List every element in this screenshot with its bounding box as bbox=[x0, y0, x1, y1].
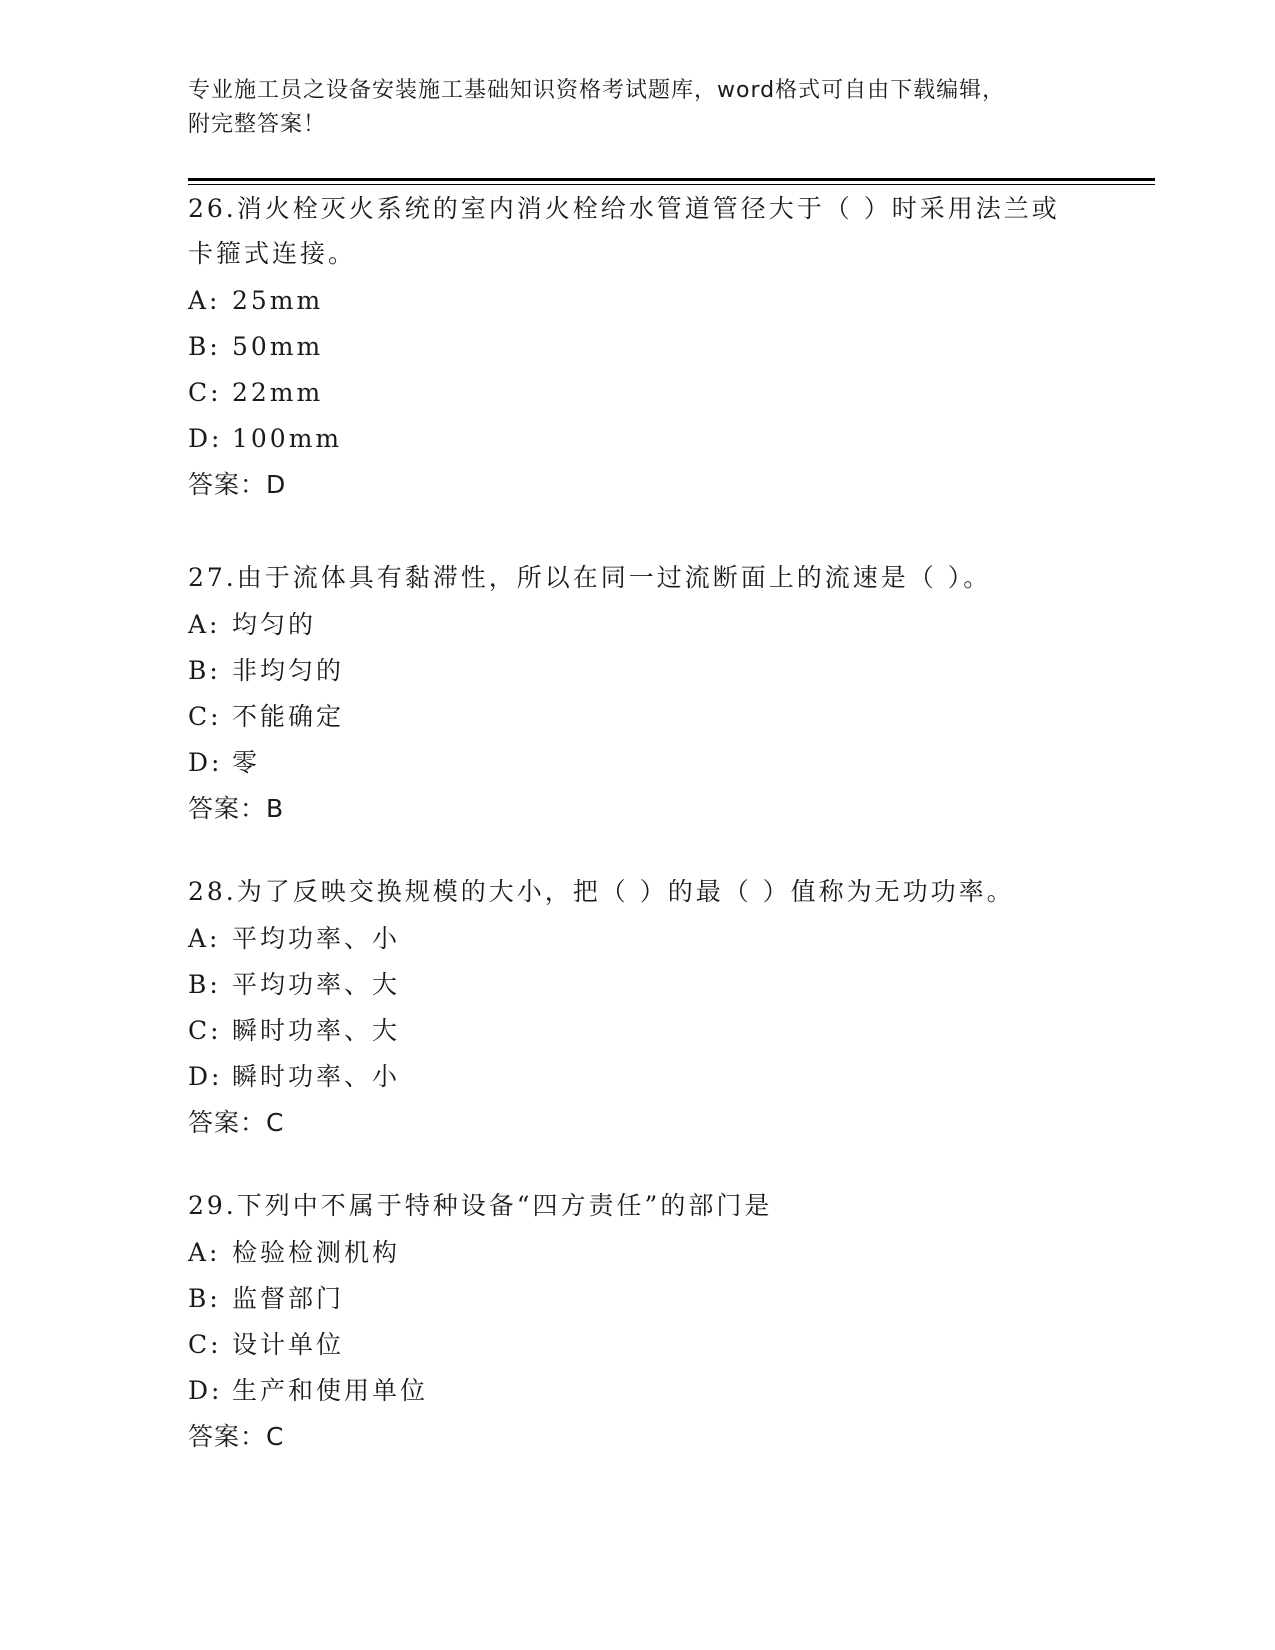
option-text: 25mm bbox=[232, 286, 324, 315]
option-a bbox=[188, 278, 1088, 324]
question-stem: 28.为了反映交换规模的大小，把（ ）的最（ ）值称为无功功率。 bbox=[188, 877, 1015, 906]
question-stem: 26.消火栓灭火系统的室内消火栓给水管道管径大于（ ）时采用法兰或卡箍式连接。 bbox=[188, 194, 1060, 268]
header-line-2: 附完整答案！ bbox=[188, 112, 327, 137]
option-text: 生产和使用单位 bbox=[232, 1376, 429, 1405]
option-text: 设计单位 bbox=[232, 1330, 345, 1359]
question-stem: 27.由于流体具有黏滞性，所以在同一过流断面上的流速是（ ）。 bbox=[188, 563, 992, 592]
option-text: 监督部门 bbox=[232, 1284, 345, 1313]
question-29 bbox=[188, 1183, 1088, 1460]
option-key: A: bbox=[188, 610, 221, 639]
answer-line: 答案：C bbox=[188, 1422, 285, 1451]
answer-line: 答案：D bbox=[188, 470, 287, 499]
option-text: 22mm bbox=[232, 378, 324, 407]
option-key: D: bbox=[188, 1062, 223, 1091]
option-b bbox=[188, 1276, 1088, 1322]
question-28 bbox=[188, 869, 1088, 1146]
option-c bbox=[188, 1008, 1088, 1054]
option-text: 100mm bbox=[232, 424, 343, 453]
option-d bbox=[188, 740, 1088, 786]
question-stem: 29.下列中不属于特种设备“四方责任”的部门是 bbox=[188, 1191, 773, 1220]
option-key: B: bbox=[188, 1284, 221, 1313]
option-text: 50mm bbox=[232, 332, 324, 361]
option-key: D: bbox=[188, 748, 223, 777]
option-c bbox=[188, 1322, 1088, 1368]
option-key: B: bbox=[188, 332, 221, 361]
option-key: B: bbox=[188, 656, 221, 685]
option-text: 非均匀的 bbox=[232, 656, 345, 685]
option-text: 瞬时功率、小 bbox=[232, 1062, 401, 1091]
option-text: 零 bbox=[232, 748, 261, 777]
option-d bbox=[188, 416, 1088, 462]
option-text: 瞬时功率、大 bbox=[232, 1016, 401, 1045]
option-key: A: bbox=[188, 286, 221, 315]
option-b bbox=[188, 324, 1088, 370]
answer-line: 答案：C bbox=[188, 1108, 285, 1137]
option-key: D: bbox=[188, 424, 223, 453]
option-key: C: bbox=[188, 702, 222, 731]
option-c bbox=[188, 694, 1088, 740]
option-text: 平均功率、大 bbox=[232, 970, 401, 999]
option-a bbox=[188, 916, 1088, 962]
option-key: C: bbox=[188, 1330, 222, 1359]
header-line-1: 专业施工员之设备安装施工基础知识资格考试题库，word格式可自由下载编辑， bbox=[188, 78, 1006, 103]
option-d bbox=[188, 1054, 1088, 1100]
option-key: A: bbox=[188, 1238, 221, 1267]
option-b bbox=[188, 648, 1088, 694]
document-header bbox=[188, 74, 1088, 142]
option-a bbox=[188, 602, 1088, 648]
option-text: 不能确定 bbox=[232, 702, 345, 731]
header-divider-thin bbox=[188, 184, 1155, 185]
option-b bbox=[188, 962, 1088, 1008]
option-key: B: bbox=[188, 970, 221, 999]
option-d bbox=[188, 1368, 1088, 1414]
answer-line: 答案：B bbox=[188, 794, 285, 823]
question-27 bbox=[188, 555, 1088, 832]
option-text: 平均功率、小 bbox=[232, 924, 401, 953]
option-key: A: bbox=[188, 924, 221, 953]
header-divider-thick bbox=[188, 178, 1155, 181]
option-c bbox=[188, 370, 1088, 416]
option-a bbox=[188, 1230, 1088, 1276]
option-key: C: bbox=[188, 378, 222, 407]
question-26 bbox=[188, 186, 1088, 508]
option-key: D: bbox=[188, 1376, 223, 1405]
option-key: C: bbox=[188, 1016, 222, 1045]
option-text: 检验检测机构 bbox=[232, 1238, 401, 1267]
option-text: 均匀的 bbox=[232, 610, 317, 639]
